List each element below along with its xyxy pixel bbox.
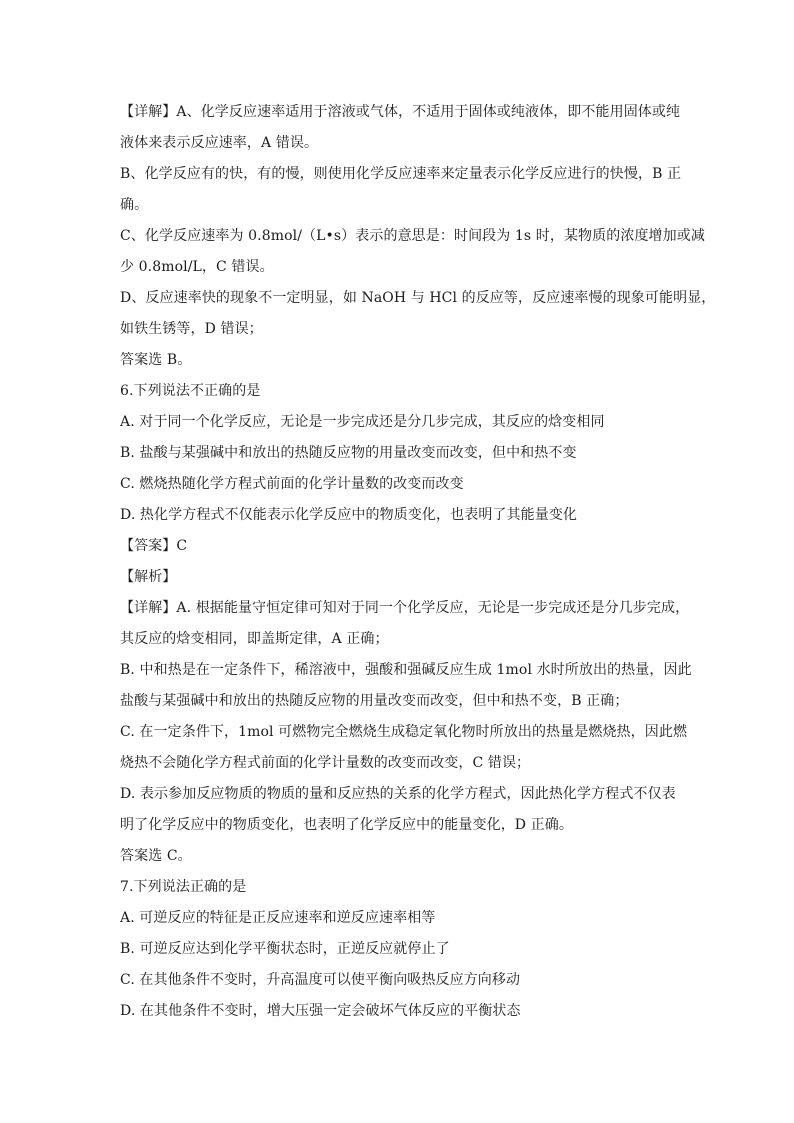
- text-line: B、化学反应有的快，有的慢，则使用化学反应速率来定量表示化学反应进行的快慢，B 正: [120, 166, 682, 182]
- answer-label: 【答案】C: [120, 538, 188, 554]
- text-line: 盐酸与某强碱中和放出的热随反应物的用量改变而改变，但中和热不变，B 正确；: [120, 693, 629, 709]
- text-line: D. 表示参加反应物质的物质的量和反应热的关系的化学方程式，因此热化学方程式不仅表: [120, 786, 676, 802]
- text-line: 液体来表示反应速率，A 错误。: [120, 135, 319, 151]
- option-c: C. 燃烧热随化学方程式前面的化学计量数的改变而改变: [120, 476, 464, 492]
- analysis-label: 【解析】: [120, 569, 177, 585]
- option-b: B. 盐酸与某强碱中和放出的热随反应物的用量改变而改变，但中和热不变: [120, 445, 577, 461]
- text-line: B. 中和热是在一定条件下，稀溶液中，强酸和强碱反应生成 1mol 水时所放出的热量，因此: [120, 662, 692, 678]
- text-line: 如铁生锈等，D 错误；: [120, 321, 263, 337]
- text-line: C. 在一定条件下，1mol 可燃物完全燃烧生成稳定氧化物时所放出的热量是燃烧热，因此燃: [120, 724, 688, 740]
- text-line: 【详解】A. 根据能量守恒定律可知对于同一个化学反应，无论是一步完成还是分几步完成，: [120, 600, 690, 616]
- answer-line: 答案选 B。: [120, 352, 192, 368]
- question-title: 7.下列说法正确的是: [120, 879, 247, 895]
- option-a: A. 对于同一个化学反应，无论是一步完成还是分几步完成，其反应的焓变相同: [120, 414, 605, 430]
- text-line: 少 0.8mol/L，C 错误。: [120, 259, 274, 275]
- option-b: B. 可逆反应达到化学平衡状态时，正逆反应就停止了: [120, 941, 450, 957]
- option-a: A. 可逆反应的特征是正反应速率和逆反应速率相等: [120, 910, 436, 926]
- text-line: 烧热不会随化学方程式前面的化学计量数的改变而改变，C 错误；: [120, 755, 531, 771]
- text-line: 明了化学反应中的物质变化，也表明了化学反应中的能量变化，D 正确。: [120, 817, 573, 833]
- option-c: C. 在其他条件不变时，升高温度可以使平衡向吸热反应方向移动: [120, 972, 521, 988]
- document-page: [120, 97, 716, 1027]
- question-title: 6.下列说法不正确的是: [120, 383, 261, 399]
- option-d: D. 热化学方程式不仅能表示化学反应中的物质变化，也表明了其能量变化: [120, 507, 578, 523]
- text-line: 【详解】A、化学反应速率适用于溶液或气体，不适用于固体或纯液体，即不能用固体或纯: [120, 104, 681, 120]
- answer-line: 答案选 C。: [120, 848, 192, 864]
- text-line: C、化学反应速率为 0.8mol/（L•s）表示的意思是：时间段为 1s 时，某物质的浓度增加或减: [120, 228, 705, 244]
- text-line: 其反应的焓变相同，即盖斯定律，A 正确；: [120, 631, 389, 647]
- text-line: D、反应速率快的现象不一定明显，如 NaOH 与 HCl 的反应等，反应速率慢的现象可能明显，: [120, 290, 716, 306]
- text-line: 确。: [120, 197, 149, 213]
- option-d: D. 在其他条件不变时，增大压强一定会破坏气体反应的平衡状态: [120, 1003, 521, 1019]
